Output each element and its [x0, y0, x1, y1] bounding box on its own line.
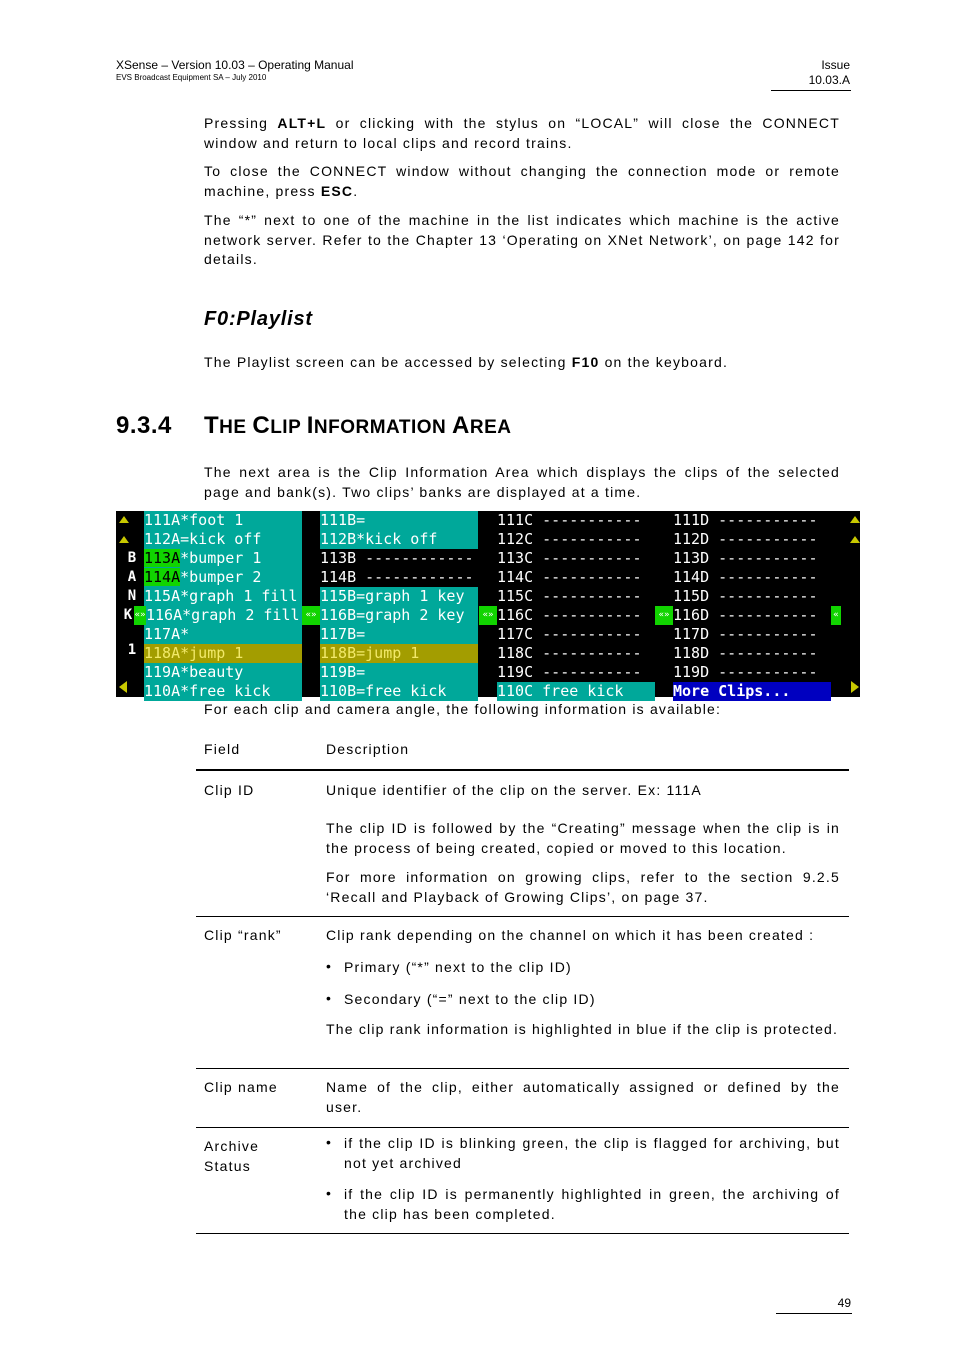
up-arrow-icon[interactable] — [119, 516, 129, 523]
clip-text: 114B ------------ — [320, 568, 474, 586]
bullet: • — [326, 958, 331, 974]
desc-clip-id-3: For more information on growing clips, refer to the section 9.2.5 ‘Recall and Playback of Growing Clips’, on page 37. — [326, 869, 840, 905]
clip-text: 116B=graph 2 key — [320, 606, 465, 624]
publisher-line: EVS Broadcast Equipment SA – July 2010 — [116, 73, 267, 82]
paragraph-alt-l — [204, 114, 840, 153]
text: The Playlist screen can be accessed by selecting — [204, 354, 572, 370]
section-number: 9.3.4 — [116, 412, 172, 439]
text: REA — [469, 417, 512, 438]
clip-text: 117B= — [320, 625, 366, 643]
clip-cell-112a[interactable] — [144, 530, 302, 549]
clip-text: 117D ----------- — [673, 625, 818, 643]
text: HE — [219, 417, 253, 438]
desc-clip-id-2: The clip ID is followed by the “Creating” message when the clip is in the process of being created, copied or moved to this location. — [326, 820, 840, 856]
manual-title: XSense – Version 10.03 – Operating Manual — [116, 58, 354, 72]
subheading-playlist: F0:Playlist — [204, 308, 313, 330]
clip-text: 112D ----------- — [673, 530, 818, 548]
clip-cell-113a[interactable] — [144, 549, 302, 568]
table-header-field: Field — [204, 741, 241, 757]
more-clips-button[interactable] — [673, 682, 831, 701]
clip-text: 118B=jump 1 — [320, 644, 420, 662]
field-clip-rank: Clip “rank” — [204, 927, 282, 943]
text: Status — [204, 1157, 251, 1174]
desc-clip-rank-secondary: Secondary (“=” next to the clip ID) — [344, 991, 596, 1007]
clip-text: 111B= — [320, 511, 366, 529]
paragraph-network-server: The “*” next to one of the machine in the list indicates which machine is the active network server. Refer to the Chapter 13 ‘Operating on XNet Network’, on page 142 for details. — [204, 212, 840, 267]
footer-rule — [776, 1313, 852, 1314]
clip-cell-119c[interactable] — [497, 663, 655, 682]
clip-cell-112c[interactable] — [497, 530, 655, 549]
bank-letter: B — [127, 550, 137, 566]
clip-text: 116C ----------- — [497, 606, 642, 624]
text: LIP — [270, 417, 307, 438]
clip-cell-118c[interactable] — [497, 644, 655, 663]
clip-text: 115C ----------- — [497, 587, 642, 605]
text: NFORMATION — [313, 417, 453, 438]
link-arrow-icon: «» — [134, 606, 146, 625]
clip-cell-110b[interactable] — [320, 682, 478, 701]
text: or clicking with the stylus on “LOCAL” will close the CONNECT window and return to local clips and record trains. — [204, 115, 840, 151]
clip-text: 113C ----------- — [497, 549, 642, 567]
clip-text: 118A*jump 1 — [144, 644, 244, 662]
desc-archive-highlighted: if the clip ID is permanently highlighted in green, the archiving of the clip has been completed. — [344, 1186, 840, 1222]
table-header-rule — [196, 769, 849, 771]
clip-text: *bumper 2 — [180, 568, 262, 586]
bank-number: 1 — [127, 642, 137, 658]
clip-text: 117C ----------- — [497, 625, 642, 643]
desc-clip-rank-primary: Primary (“*” next to the clip ID) — [344, 959, 572, 975]
clip-cell-113d[interactable] — [673, 549, 833, 568]
clip-text: 111A*foot 1 — [144, 511, 244, 529]
clip-text: 115D ----------- — [673, 587, 818, 605]
running-header — [116, 58, 354, 83]
text: Archive — [204, 1138, 260, 1154]
link-arrow-icon: « — [831, 606, 841, 625]
clip-cell-117c[interactable] — [497, 625, 655, 644]
bank-letter: N — [127, 588, 137, 604]
paragraph-esc — [204, 162, 840, 201]
up-arrow-icon[interactable] — [119, 536, 129, 543]
clip-text: 110A*free kick — [144, 682, 271, 700]
issue-value: 10.03.A — [808, 73, 850, 87]
link-arrow-icon: «» — [479, 606, 497, 625]
bank-letter: K — [123, 607, 133, 623]
clip-cell-119d[interactable] — [673, 663, 833, 682]
clip-cell-114a[interactable] — [144, 568, 302, 587]
section-heading — [116, 412, 511, 440]
issue-label: Issue — [821, 58, 850, 72]
text: C — [252, 412, 271, 439]
desc-clip-name: Name of the clip, either automatically assigned or defined by the user. — [326, 1079, 840, 1115]
clip-cell-116d[interactable] — [673, 606, 831, 625]
clip-cell-119b[interactable] — [320, 663, 478, 682]
clip-cell-116a[interactable] — [146, 606, 302, 625]
table-row-rule — [196, 1068, 849, 1069]
clip-text: 113B ------------ — [320, 549, 474, 567]
clip-text: 119D ----------- — [673, 663, 818, 681]
bank-letter: A — [127, 569, 137, 585]
up-arrow-icon[interactable] — [850, 536, 860, 543]
clip-text: 114D ----------- — [673, 568, 818, 586]
clip-text: 110C free kick — [497, 682, 624, 700]
desc-archive-blinking: if the clip ID is blinking green, the clip is flagged for archiving, but not yet archived — [344, 1135, 840, 1171]
clip-cell-117d[interactable] — [673, 625, 833, 644]
clip-cell-115c[interactable] — [497, 587, 655, 606]
clip-cell-116b[interactable] — [320, 606, 478, 625]
clip-text: 112C ----------- — [497, 530, 642, 548]
clip-text: 118C ----------- — [497, 644, 642, 662]
clip-text: 113D ----------- — [673, 549, 818, 567]
clip-text: 117A* — [144, 625, 190, 643]
clip-cell-118b-selected[interactable] — [320, 644, 478, 663]
right-arrow-icon[interactable] — [851, 681, 859, 693]
header-rule — [771, 90, 851, 91]
clip-text: 111D ----------- — [673, 511, 818, 529]
text: A — [452, 412, 470, 439]
desc-clip-id-1: Unique identifier of the clip on the server. Ex: 111A — [326, 782, 702, 798]
paragraph-available-info: For each clip and camera angle, the following information is available: — [204, 701, 722, 717]
field-clip-name: Clip name — [204, 1079, 278, 1095]
clip-cell-115d[interactable] — [673, 587, 833, 606]
text: I — [306, 412, 314, 439]
text: . — [353, 182, 359, 199]
clip-text: 110B=free kick — [320, 682, 447, 700]
paragraph-playlist — [204, 353, 840, 373]
clip-text: 114C ----------- — [497, 568, 642, 586]
clip-cell-116c[interactable] — [497, 606, 655, 625]
clip-cell-111d[interactable] — [673, 511, 833, 530]
link-arrow-icon: «» — [655, 606, 673, 625]
clip-cell-118d[interactable] — [673, 644, 833, 663]
archived-clip-id: 114A — [144, 568, 181, 586]
bullet: • — [326, 1185, 331, 1201]
clip-cell-112d[interactable] — [673, 530, 833, 549]
clip-cell-118a-selected[interactable] — [144, 644, 302, 663]
clip-cell-110a[interactable] — [144, 682, 302, 701]
button-label: More Clips... — [673, 682, 791, 700]
table-header-description: Description — [326, 741, 410, 757]
clip-cell-117b[interactable] — [320, 625, 478, 644]
desc-clip-rank-1: Clip rank depending on the channel on which it has been created : — [326, 927, 815, 943]
key-esc: ESC — [320, 182, 354, 199]
clip-text: 116D ----------- — [673, 606, 818, 624]
table-row-rule — [196, 1127, 849, 1128]
key-f10: F10 — [571, 354, 600, 370]
clip-text: 111C ----------- — [497, 511, 642, 529]
left-arrow-icon[interactable] — [119, 681, 127, 693]
clip-text: 115A*graph 1 fill — [144, 587, 298, 605]
text: To close the CONNECT window without changing the connection mode or remote machine, press — [204, 163, 840, 199]
clip-text: 118D ----------- — [673, 644, 818, 662]
clip-cell-111a[interactable] — [144, 511, 302, 530]
clip-text: 119C ----------- — [497, 663, 642, 681]
clip-cell-119a[interactable] — [144, 663, 302, 682]
clip-text: 115B=graph 1 key — [320, 587, 465, 605]
clip-cell-115a[interactable] — [144, 587, 302, 606]
field-archive-status — [204, 1137, 259, 1176]
clip-cell-113b[interactable] — [320, 549, 478, 568]
paragraph-clip-area: The next area is the Clip Information Area which displays the clips of the selected page and bank(s). Two clips’ banks are displayed at a time. — [204, 464, 840, 500]
bullet: • — [326, 1134, 331, 1150]
clip-cell-111c[interactable] — [497, 511, 655, 530]
issue-block — [770, 58, 850, 88]
clip-text: 119A*beauty — [144, 663, 244, 681]
text: on the keyboard. — [599, 354, 729, 370]
key-alt-l: ALT+L — [277, 115, 327, 131]
clip-cell-113c[interactable] — [497, 549, 655, 568]
clip-text: 112B*kick off — [320, 530, 438, 548]
desc-clip-rank-2: The clip rank information is highlighted in blue if the clip is protected. — [326, 1021, 839, 1037]
text: Pressing — [204, 115, 278, 131]
clip-text: 119B= — [320, 663, 366, 681]
text: T — [204, 412, 220, 439]
clip-text: 116A*graph 2 fill — [146, 606, 300, 624]
clip-cell-117a[interactable] — [144, 625, 302, 644]
clip-cell-114c[interactable] — [497, 568, 655, 587]
field-clip-id: Clip ID — [204, 782, 255, 798]
clip-information-screen — [116, 511, 860, 700]
link-arrow-icon: «» — [302, 606, 320, 625]
bullet: • — [326, 990, 331, 1006]
archived-clip-id: 113A — [144, 549, 181, 567]
clip-text: *bumper 1 — [180, 549, 262, 567]
up-arrow-icon[interactable] — [850, 516, 860, 523]
clip-cell-114d[interactable] — [673, 568, 833, 587]
clip-text: 112A=kick off — [144, 530, 262, 548]
clip-cell-115b[interactable] — [320, 587, 478, 606]
clip-cell-114b[interactable] — [320, 568, 478, 587]
page-number: 49 — [837, 1296, 851, 1310]
clip-cell-111b[interactable] — [320, 511, 478, 530]
clip-cell-112b[interactable] — [320, 530, 478, 549]
clip-cell-110c[interactable] — [497, 682, 655, 701]
table-row-rule — [196, 916, 849, 917]
table-bottom-rule — [196, 1233, 849, 1234]
